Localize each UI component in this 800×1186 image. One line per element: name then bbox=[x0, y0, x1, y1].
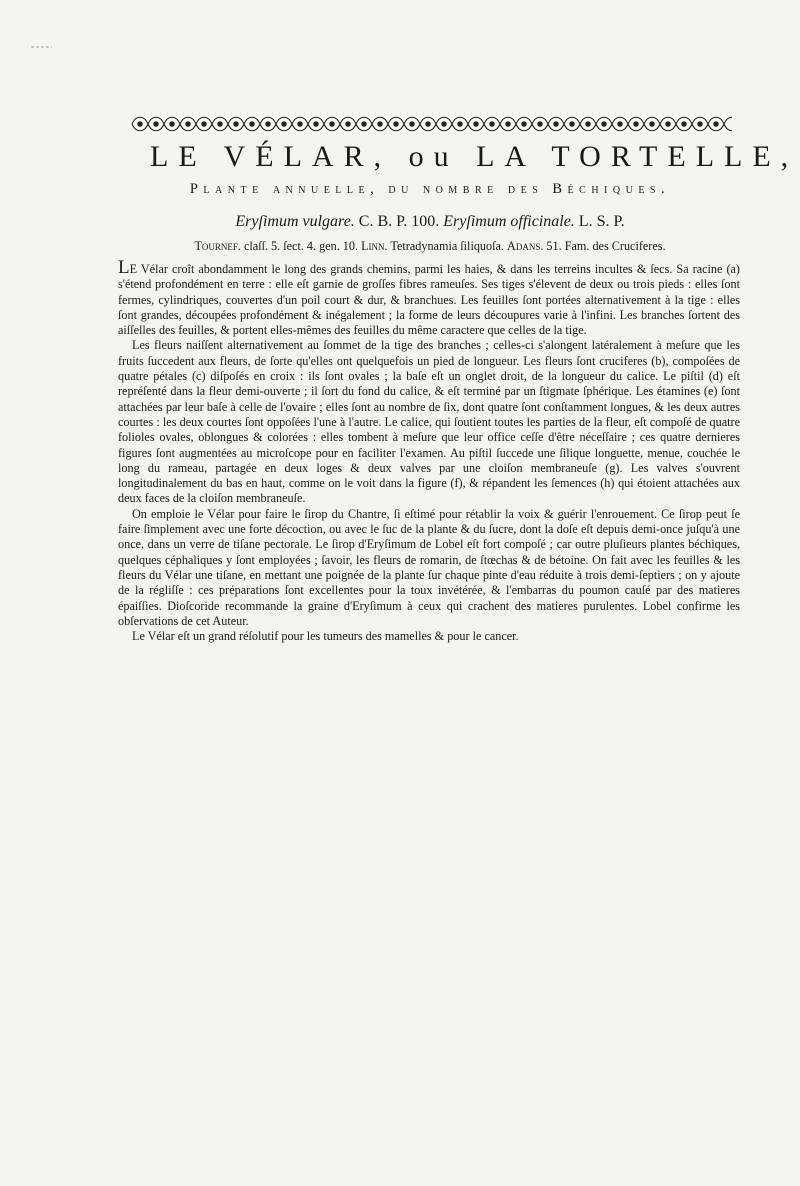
ornament-band bbox=[128, 113, 732, 135]
linnaeus-label: Linn. bbox=[361, 239, 388, 253]
classification-line bbox=[118, 237, 742, 255]
name-1-reference: C. B. P. 100. bbox=[354, 213, 444, 230]
paragraph-1 bbox=[118, 257, 740, 338]
linnaeus-text: Tetradynamia ſiliquoſa. bbox=[387, 239, 508, 253]
name-1: Eryſimum vulgare. bbox=[235, 213, 355, 230]
paragraph-3: On emploie le Vélar pour faire le ſirop du Chantre, ſi eſtimé pour rétablir la voix & guérir l'enrouement. Ce ſirop peut ſe faire ſimplement avec une forte décoction, ou avec le ſuc de la plante & du ſucre, dont la doſe eſt depuis demi-once juſqu'à une once, dans un verre de tiſane pectorale. Le ſirop d'Eryſimum de Lobel eſt fort compoſé ; car outre pluſieurs plantes béchiques, quelques céphaliques y ſont employées ; ſavoir, les fleurs de romarin, de ſtœchas & de bétoine. On fait avec les feuilles & les fleurs du Vélar une tiſane, en mettant une poignée de la plante ſur chaque pinte d'eau réduite à trois demi-ſeptiers ; on y ajoute de la régliſſe : ces préparations ſont excellentes pour la toux invétérée, & l'embarras du poumon cauſé par des matieres épaiſſies. Dioſcoride recommande la graine d'Eryſimum à ceux qui crachent des matieres purulentes. Lobel confirme les obſervations de cet Auteur. bbox=[118, 506, 740, 628]
body-text bbox=[118, 257, 740, 644]
ornament-vine-icon bbox=[128, 113, 732, 135]
page-subtitle: Plante annuelle, du nombre des Béchiques. bbox=[189, 181, 671, 197]
botanical-names bbox=[150, 211, 710, 233]
name-2-reference: L. S. P. bbox=[574, 213, 625, 230]
paragraph-2: Les fleurs naiſſent alternativement au ſommet de la tige des branches ; celles-ci s'alongent latéralement à meſure que les fruits ſuccedent aux fleurs, de ſorte qu'elles ont quelquefois un pied de longueur. Les fleurs ſont cruciferes (b), compoſées de quatre pétales (c) diſpoſés en croix : ils ſont ovales ; la baſe eſt un onglet droit, de la longueur du calice. Le piſtil (d) eſt repréſenté dans la fleur demi-ouverte ; il ſort du fond du calice, & eſt terminé par un ſtigmate ſphérique. Les étamines (e) ſont attachées par leur baſe à celle de l'ovaire ; elles ſont au nombre de ſix, dont quatre ſont conſtamment longues, & les deux autres courtes : les deux courtes ſont oppoſées l'une à l'autre. Le calice, qui ſoutient toutes les parties de la fleur, eſt compoſé de quatre folioles ovales, oblongues & colorées : elles tombent à meſure que leur office ceſſe d'être néceſſaire ; ces quatre dernieres figures ſont augmentées au microſcope pour en faciliter l'examen. Au piſtil ſuccede une ſilique longuette, menue, couchée le long du rameau, partagée en deux loges & deux valves par une cloiſon membraneuſe (g). Les valves s'ouvrent longitudinalement du bas en haut, comme on le voit dans la figure (f), & répandent les ſemences (h) qui étoient attachées aux deux faces de la cloiſon membraneuſe. bbox=[118, 338, 740, 506]
paragraph-1-text: E Vélar croît abondamment le long des grands chemins, parmi les haies, & dans les terreins incultes & ſecs. Sa racine (a) s'étend profondément en terre : elle eſt garnie de groſſes fibres rameuſes. Ses tiges s'élevent de deux ou trois pieds : elles ſont fermes, cylindriques, couvertes d'un poil court & dur, & branchues. Les feuilles ſont portées alternativement à la tige : elles ſont grandes, découpées profondément & inégalement ; la forme de leurs découpures varie à l'infini. Les branches ſortent des aiſſelles des feuilles, & portent elles-mêmes des feuilles du même caractere que celles de la tige. bbox=[118, 262, 740, 338]
name-2: Eryſimum officinale. bbox=[443, 213, 575, 230]
page-title: LE VÉLAR, ou LA TORTELLE, bbox=[150, 140, 799, 173]
paragraph-4: Le Vélar eſt un grand réſolutif pour les tumeurs des mamelles & pour le cancer. bbox=[132, 629, 519, 644]
margin-specks bbox=[30, 44, 52, 50]
adanson-label: Adans. bbox=[507, 239, 544, 253]
adanson-text: 51. Fam. des Cruciferes. bbox=[543, 239, 666, 253]
tournefort-text: claſſ. 5. ſect. 4. gen. 10. bbox=[240, 239, 362, 253]
tournefort-label: Tournef. bbox=[194, 239, 241, 253]
drop-cap: L bbox=[118, 257, 130, 278]
